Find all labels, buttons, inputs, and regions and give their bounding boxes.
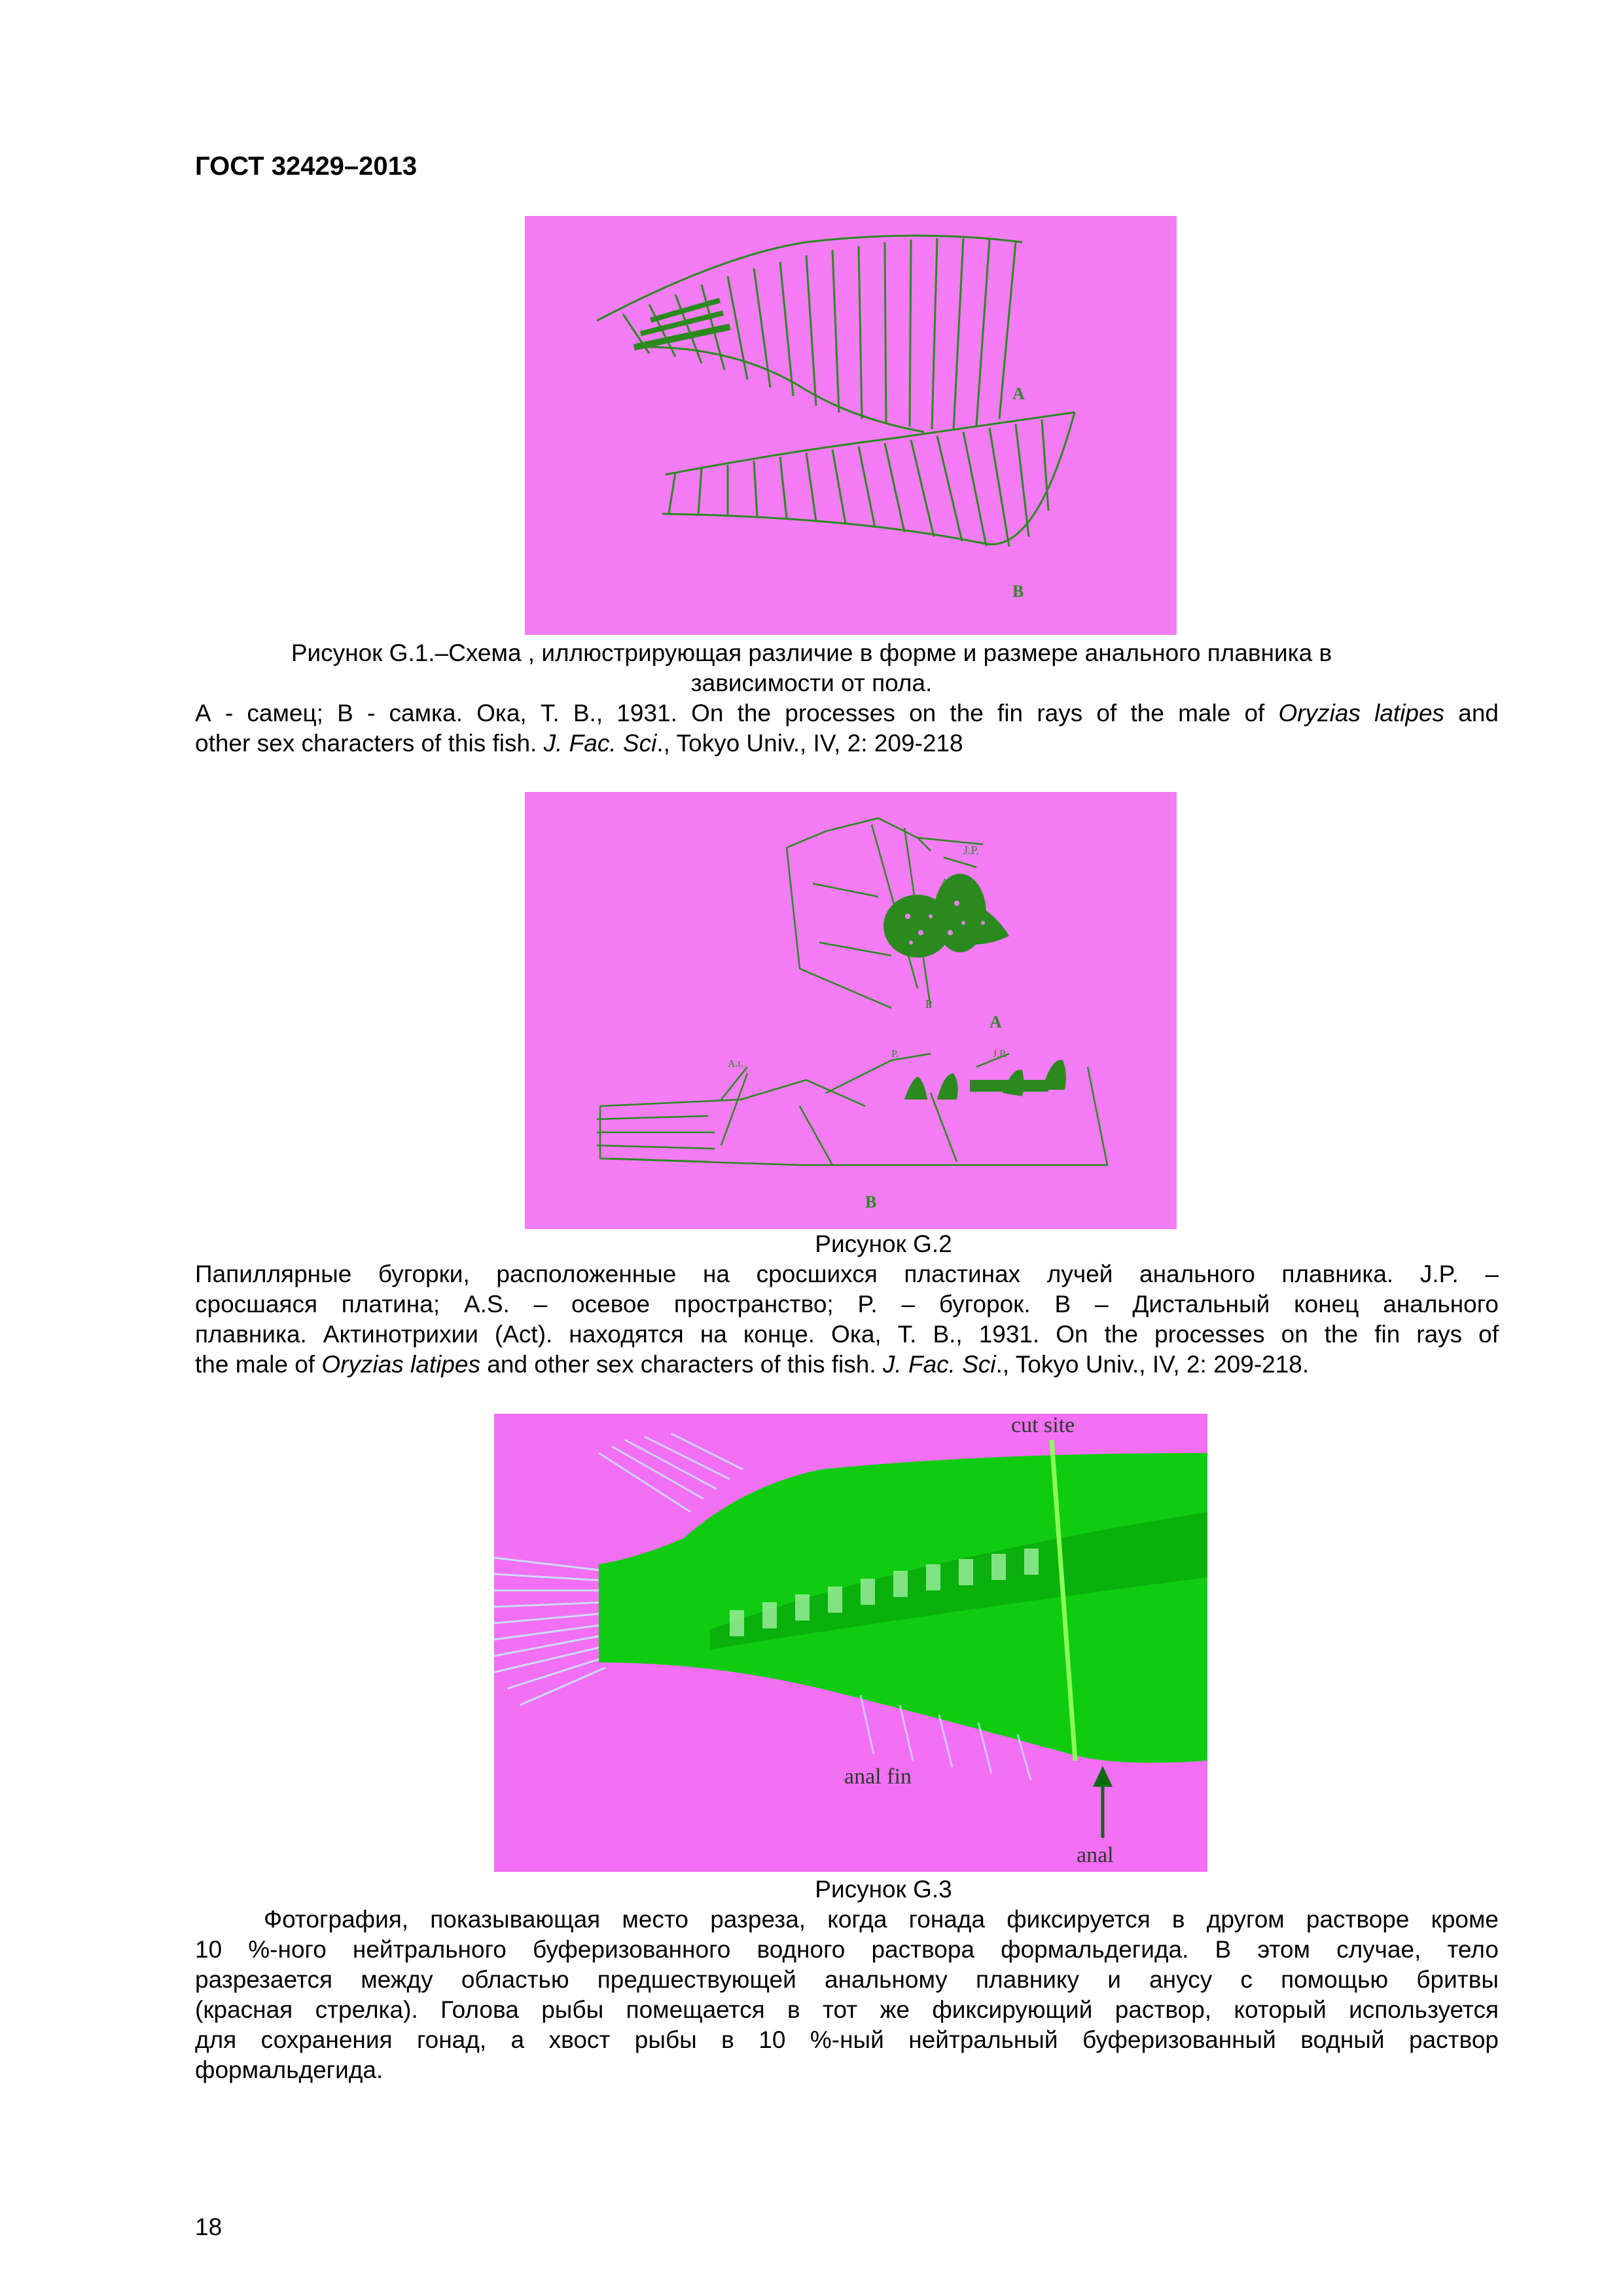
fin-a-lower-edge: [643, 347, 924, 432]
jp-top-label: J.P.: [963, 844, 980, 857]
description-line: плавника. Актинотрихии (Act). находятся на конце. Ока, Т. В., 1931. On the processes on the fin rays of: [195, 1321, 1499, 1348]
fin-a-papillae: [633, 298, 731, 350]
as-label: A.S.: [940, 876, 962, 889]
figure-g1-image: [525, 216, 1177, 635]
description-line: Папиллярные бугорки, расположенные на сросшихся пластинах лучей анального плавника. J.P. –: [195, 1261, 1499, 1287]
figure-g2-image: [525, 792, 1177, 1229]
fin-a-label: A: [1012, 384, 1025, 403]
figure-g1-caption-line: зависимости от пола.: [690, 670, 933, 696]
papillae-diagram: [525, 792, 1177, 1229]
part-a-label: A: [990, 1013, 1002, 1031]
figure-g2-caption: Рисунок G.2: [815, 1230, 952, 1257]
figure-g1-caption-line: Рисунок G.1.–Схема , иллюстрирующая различие в форме и размере анального плавника в: [291, 639, 1332, 666]
description-line: Фотография, показывающая место разреза, когда гонада фиксируется в другом растворе кроме: [264, 1906, 1499, 1933]
anal-label: anal: [1077, 1843, 1114, 1867]
figure-g1-caption: [195, 638, 1428, 698]
act-label: A.t.: [728, 1058, 743, 1069]
anal-fin-label: anal fin: [844, 1765, 912, 1789]
fin-b-label: B: [1012, 582, 1024, 601]
figure-g3-description: [195, 1905, 1499, 2085]
p-top-label: P: [925, 997, 933, 1011]
dorsal-fin-rays: [599, 1433, 743, 1512]
anal-arrow-head: [1093, 1766, 1113, 1787]
p-bottom-label: P.: [891, 1049, 899, 1060]
jp-bottom-label: J.P.: [993, 1049, 1007, 1060]
papilla-shape: [904, 1077, 927, 1100]
fin-b-rays: [669, 420, 1048, 547]
document-header: ГОСТ 32429–2013: [195, 152, 418, 181]
figure-g2-description: [195, 1259, 1499, 1380]
papilla-base: [970, 1080, 1048, 1092]
description-line: the male of Oryzias latipes and other sex characters of this fish. J. Fac. Sci., Tokyo Univ., IV, 2: 209-218.: [195, 1351, 1310, 1378]
anal-fin-diagram: [525, 216, 1177, 635]
description-line: (красная стрелка). Голова рыбы помещается в тот же фиксирующий раствор, который используется: [195, 1996, 1499, 2023]
reference-line: А - самец; В - самка. Ока, Т. В., 1931. On the processes on the fin rays of the male of Oryzias latipes and: [195, 700, 1499, 726]
cut-site-label: cut site: [1011, 1414, 1075, 1437]
description-line: для сохранения гонад, а хвост рыбы в 10 %-ный нейтральный буферизованный водный раствор: [195, 2026, 1499, 2053]
description-line: сросшаяся платина; A.S. – осевое пространство; P. – бугорок. B – Дистальный конец анального: [195, 1291, 1499, 1318]
description-line: формальдегида.: [195, 2056, 383, 2083]
reference-line: other sex characters of this fish. J. Fac. Sci., Tokyo Univ., IV, 2: 209-218: [195, 730, 963, 757]
papilla-shape: [937, 1073, 958, 1100]
description-line: разрезается между областью предшествующей анальному плавнику и анусу с помощью бритвы: [195, 1966, 1499, 1993]
part-b-label: B: [865, 1193, 877, 1211]
part-a-plate-left: [787, 848, 891, 1008]
papillae-clusters: [883, 874, 1066, 1100]
fin-b-lower-edge: [662, 412, 1075, 545]
figure-g3-caption: Рисунок G.3: [815, 1876, 952, 1903]
page-number: 18: [195, 2214, 223, 2240]
tail-fin-rays: [494, 1558, 605, 1705]
figure-g1-reference: [195, 698, 1499, 759]
fish-photo: [494, 1414, 1207, 1872]
description-line: 10 %-ного нейтрального буферизованного водного раствора формальдегида. В этом случае, тело: [195, 1936, 1499, 1963]
figure-g3-photo: [494, 1414, 1207, 1872]
part-a-plate-top: [787, 818, 918, 848]
